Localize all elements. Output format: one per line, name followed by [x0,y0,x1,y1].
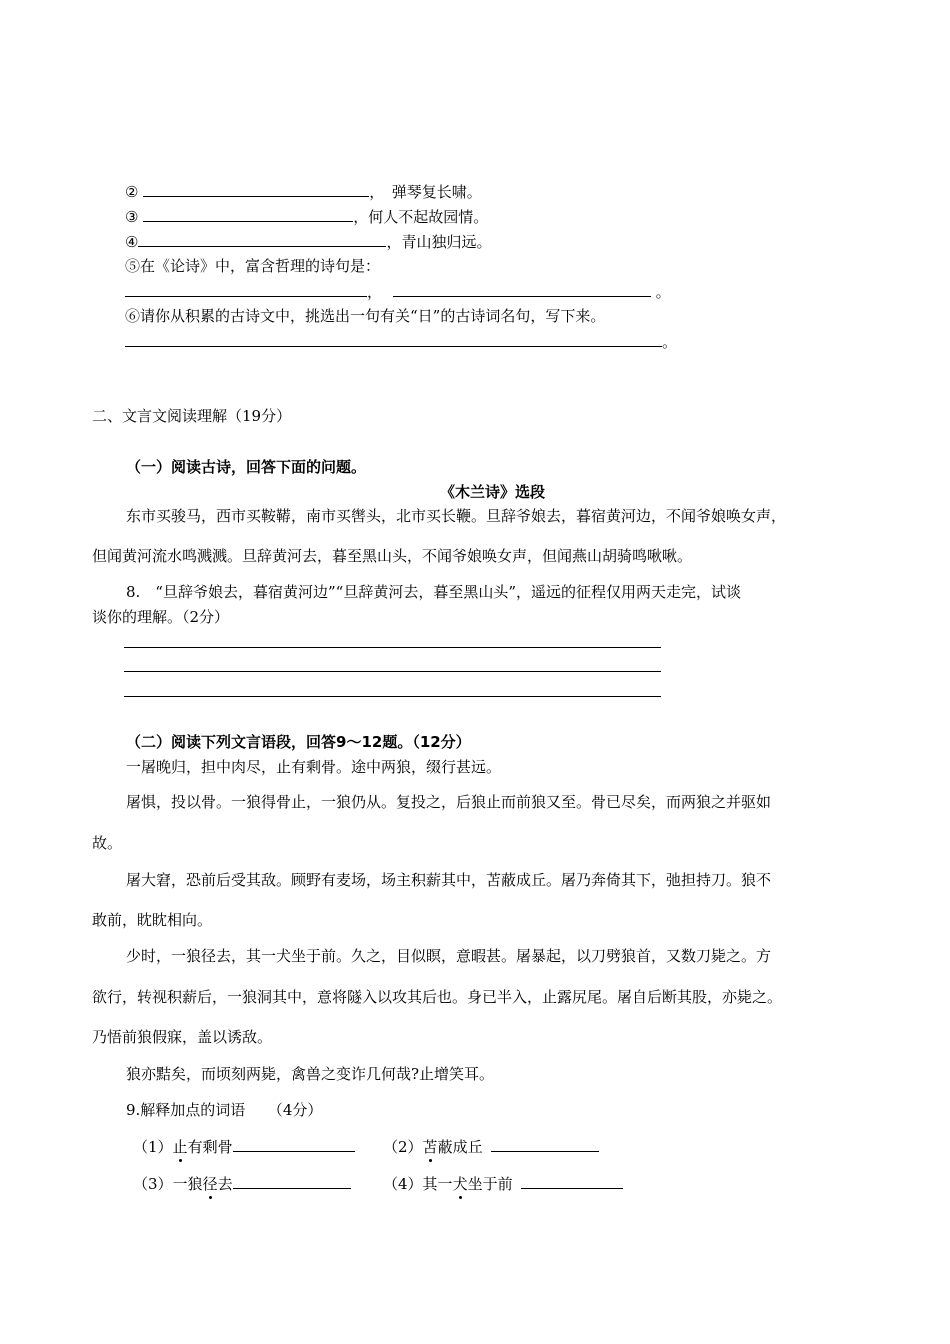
fill-item-5-prompt: ⑤在《论诗》中，富含哲理的诗句是： [125,257,381,275]
item-mark: ② [125,183,139,201]
part2-heading: （二）阅读下列文言语段，回答9～12题。（12分） [126,733,471,751]
passage-line: 乃悟前狼假寐，盖以诱敌。 [92,1028,273,1046]
dotted-char: 犬 [452,1175,468,1193]
passage-line: 敢前，眈眈相向。 [92,911,213,929]
item-number: （1） [133,1138,173,1156]
q9-item-3 [133,1173,351,1194]
part1-heading: （一）阅读古诗，回答下面的问题。 [126,458,367,476]
item-tail: ，何人不起故园情。 [353,208,489,226]
poem-line: 东市买骏马，西市买鞍鞯，南市买辔头，北市买长鞭。旦辞爷娘去，暮宿黄河边，不闻爷娘唤女声， [126,507,787,525]
poem-line: 但闻黄河流水鸣溅溅。旦辞黄河去，暮至黑山头，不闻爷娘唤女声，但闻燕山胡骑鸣啾啾。 [92,547,693,565]
passage-line: 故。 [92,834,123,852]
section-heading: 二、文言文阅读理解（19分） [92,407,292,425]
dotted-char: 止 [172,1138,188,1156]
q9-item-4 [383,1173,623,1194]
answer-blank[interactable] [125,281,367,297]
answer-blank[interactable] [125,331,662,347]
fill-item-4 [125,231,491,252]
item-tail: ，青山独归远。 [386,233,492,251]
answer-blank[interactable] [393,281,651,297]
answer-blank[interactable] [521,1173,623,1189]
answer-blank[interactable] [143,206,353,222]
fill-item-6-answer [125,331,677,352]
passage-line: 屠惧，投以骨。一狼得骨止，一狼仍从。复投之，后狼止而前狼又至。骨已尽矣，而两狼之并驱如 [126,793,772,811]
q9-item-1 [133,1136,355,1157]
dotted-char: 径 [202,1175,218,1193]
answer-line[interactable] [124,696,661,697]
dotted-char: 苫 [422,1138,438,1156]
item-post: 蔽成丘 [437,1138,483,1156]
item-pre: 其一 [422,1175,453,1193]
item-tail: ， 弹琴复长啸。 [369,183,482,201]
passage-line: 一屠晚归，担中肉尽，止有剩骨。途中两狼，缀行甚远。 [126,758,502,776]
passage-line: 狼亦黠矣，而顷刻两毙，禽兽之变诈几何哉?止增笑耳。 [126,1065,495,1083]
q9-item-2 [383,1136,599,1157]
item-mark: ④ [125,233,139,251]
end-mark: 。 [662,333,678,351]
passage-line: 欲行，转视积薪后，一狼洞其中，意将隧入以攻其后也。身已半入，止露尻尾。屠自后断其股，亦毙之。 [92,988,783,1006]
answer-blank[interactable] [491,1136,599,1152]
item-number: （3） [133,1175,173,1193]
answer-blank[interactable] [138,231,386,247]
fill-item-2 [125,181,482,202]
passage-line: 屠大窘，恐前后受其敌。顾野有麦场，场主积薪其中，苫蔽成丘。屠乃奔倚其下，弛担持刀。狼不 [126,871,772,889]
answer-line[interactable] [124,647,661,648]
item-number: （2） [383,1138,423,1156]
separator: ， [367,283,383,301]
item-number: （4） [383,1175,423,1193]
item-post: 有剩骨 [187,1138,233,1156]
end-mark: 。 [655,283,671,301]
question-9-title: 9.解释加点的词语 （4分） [126,1101,323,1119]
answer-blank[interactable] [233,1136,355,1152]
answer-blank[interactable] [143,181,369,197]
answer-line[interactable] [124,671,661,672]
item-post: 坐于前 [467,1175,513,1193]
poem-title: 《木兰诗》选段 [440,483,546,501]
question-8-line: 谈你的理解。（2分） [92,608,230,626]
fill-item-6-prompt: ⑥请你从积累的古诗文中，挑选出一句有关“日”的古诗词名句，写下来。 [125,307,606,325]
question-8-line: 8. “旦辞爷娘去，暮宿黄河边”“旦辞黄河去，暮至黑山头”，遥远的征程仅用两天走完，试谈 [126,583,741,601]
fill-item-3 [125,206,488,227]
answer-blank[interactable] [233,1173,351,1189]
item-post: 去 [217,1175,233,1193]
item-pre: 一狼 [172,1175,203,1193]
item-mark: ③ [125,208,139,226]
passage-line: 少时，一狼径去，其一犬坐于前。久之，目似瞑，意暇甚。屠暴起，以刀劈狼首，又数刀毙之。方 [126,947,772,965]
fill-item-5-answer [125,281,671,302]
